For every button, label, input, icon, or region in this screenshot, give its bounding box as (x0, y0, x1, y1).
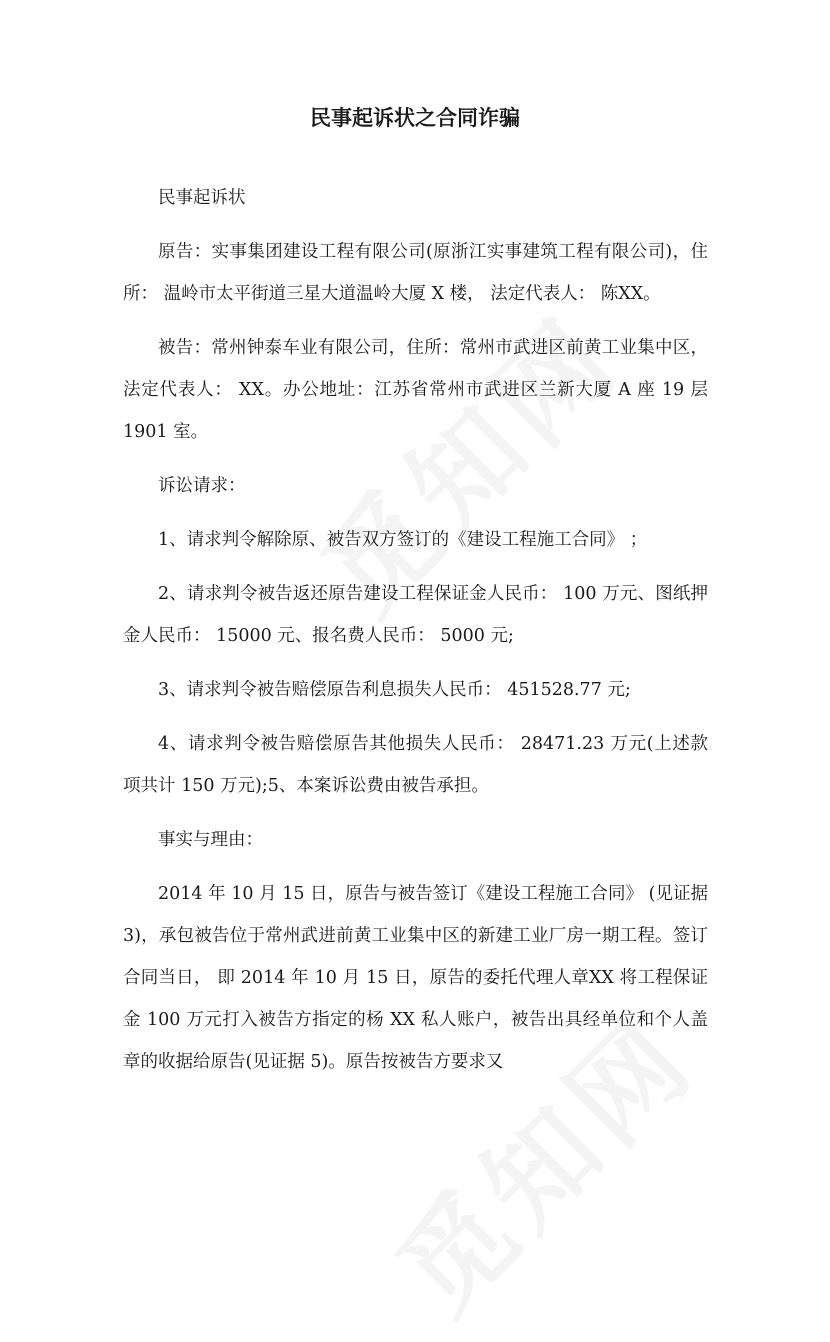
section-heading-complaint: 民事起诉状 (158, 188, 246, 208)
paragraph-facts: 2014 年 10 月 15 日，原告与被告签订《建设工程施工合同》 (见证据 3)，承包被告位于常州武进前黄工业集中区的新建工业厂房一期工程。签订合同当日， 即 2014 年 10 月 15 日，原告的委托代理人章XX 将工程保证金 100 万元打入被告方指定的杨 XX 私人账户，被告出具经单位和个人盖章的收据给原告(见证据 5)。原告按被告方要求又 (123, 884, 708, 1072)
claim-item-3: 3、请求判令被告赔偿原告利息损失人民币： 451528.77 元; (158, 680, 631, 700)
paragraph-defendant: 被告：常州钟泰车业有限公司，住所：常州市武进区前黄工业集中区，法定代表人： XX。办公地址：江苏省常州市武进区兰新大厦 A 座 19 层 1901 室。 (123, 338, 708, 442)
claim-item-4: 4、请求判令被告赔偿原告其他损失人民币： 28471.23 万元(上述款项共计 150 万元);5、本案诉讼费由被告承担。 (123, 734, 708, 796)
document-body (123, 177, 708, 1095)
claim-item-2: 2、请求判令被告返还原告建设工程保证金人民币： 100 万元、图纸押金人民币： 15000 元、报名费人民币： 5000 元; (123, 584, 708, 646)
section-heading-facts: 事实与理由： (158, 830, 263, 850)
section-heading-claims: 诉讼请求： (158, 476, 246, 496)
document-title: 民事起诉状之合同诈骗 (310, 106, 520, 130)
claim-item-1: 1、请求判令解除原、被告双方签订的《建设工程施工合同》 ； (158, 530, 648, 550)
paragraph-plaintiff: 原告：实事集团建设工程有限公司(原浙江实事建筑工程有限公司)，住所： 温岭市太平街道三星大道温岭大厦 X 楼， 法定代表人： 陈XX。 (123, 242, 708, 304)
